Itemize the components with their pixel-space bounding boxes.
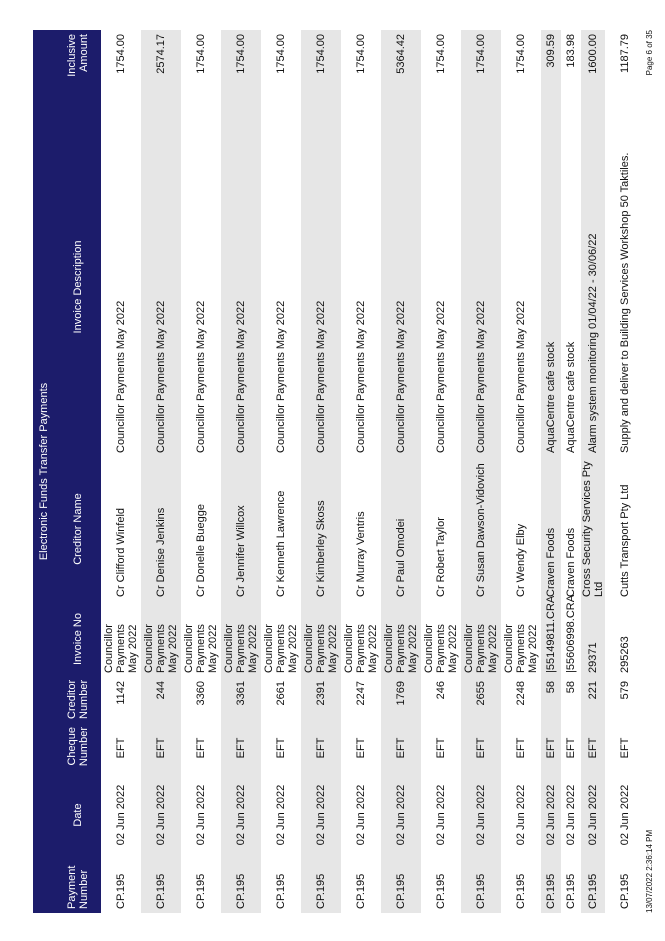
col-inclusive-amount: Inclusive Amount (55, 30, 101, 117)
inclusive-amount-cell: 1754.00 (275, 34, 287, 74)
cheque-number-cell: EFT (461, 723, 501, 773)
creditor-number-cell: 3361 (221, 677, 261, 723)
inclusive-amount-cell: 1187.79 (619, 34, 631, 73)
creditor-name-cell: Cr Clifford Winfeld (115, 507, 127, 597)
invoice-description-cell: Alarm system monitoring 01/04/22 - 30/06/22 (581, 117, 605, 457)
invoice-no-cell: Councillor Payments May 2022 (141, 601, 181, 677)
creditor-name-cell: Cr Donelle Buegge (195, 504, 207, 597)
creditor-number-cell: 2391 (301, 677, 341, 723)
payment-number-cell: CP.195 (435, 873, 447, 909)
table-row (541, 30, 561, 913)
creditor-number-cell: 244 (141, 677, 181, 723)
cheque-number-cell: EFT (515, 737, 527, 759)
invoice-description-cell: Councillor Payments May 2022 (381, 117, 421, 457)
cheque-number-cell: EFT (195, 737, 207, 759)
table-row (605, 30, 645, 913)
inclusive-amount-cell: 1600.00 (581, 30, 605, 117)
invoice-description-cell: Councillor Payments May 2022 (461, 117, 501, 457)
inclusive-amount-cell: 2574.17 (141, 30, 181, 117)
report-title: Electronic Funds Transfer Payments (33, 30, 55, 913)
date-cell: 02 Jun 2022 (461, 773, 501, 857)
creditor-name-cell: Craven Foods (565, 527, 577, 597)
table-row (581, 30, 605, 913)
date-cell: 02 Jun 2022 (115, 784, 127, 846)
creditor-name-cell: Cr Wendy Elby (515, 523, 527, 597)
cheque-number-cell: EFT (435, 737, 447, 759)
invoice-no-cell: |55149811.CRA (541, 601, 561, 677)
invoice-no-cell: Councillor Payments May 2022 (103, 624, 139, 673)
table-row (341, 30, 381, 913)
creditor-number-cell: 1769 (381, 677, 421, 723)
cheque-number-cell: EFT (619, 737, 631, 759)
print-timestamp: 13/07/2022 2:36:14 PM (645, 829, 654, 913)
date-cell: 02 Jun 2022 (355, 784, 367, 846)
date-cell: 02 Jun 2022 (275, 784, 287, 846)
cheque-number-cell: EFT (301, 723, 341, 773)
invoice-no-cell: Councillor Payments May 2022 (263, 624, 299, 673)
invoice-description-cell: Councillor Payments May 2022 (195, 300, 207, 453)
table-row (461, 30, 501, 913)
inclusive-amount-cell: 183.98 (565, 34, 577, 68)
invoice-no-cell: Councillor Payments May 2022 (343, 624, 379, 673)
table-row (501, 30, 541, 913)
date-cell: 02 Jun 2022 (221, 773, 261, 857)
creditor-name-cell: Cr Paul Omodei (381, 457, 421, 601)
table-row (301, 30, 341, 913)
invoice-description-cell: Councillor Payments May 2022 (515, 300, 527, 453)
invoice-no-cell: Councillor Payments May 2022 (221, 601, 261, 677)
invoice-no-cell: Councillor Payments May 2022 (183, 624, 219, 673)
invoice-description-cell: Councillor Payments May 2022 (435, 300, 447, 453)
creditor-name-cell: Cr Denise Jenkins (141, 457, 181, 601)
cheque-number-cell: EFT (581, 723, 605, 773)
col-invoice-description: Invoice Description (55, 117, 101, 457)
table-row (181, 30, 221, 913)
invoice-no-cell: Councillor Payments May 2022 (461, 601, 501, 677)
payment-number-cell: CP.195 (301, 857, 341, 913)
creditor-number-cell: 2247 (355, 681, 367, 706)
payment-number-cell: CP.195 (515, 873, 527, 909)
cheque-number-cell: EFT (381, 723, 421, 773)
cheque-number-cell: EFT (275, 737, 287, 759)
table-row (261, 30, 301, 913)
payment-number-cell: CP.195 (115, 873, 127, 909)
inclusive-amount-cell: 309.59 (541, 30, 561, 117)
date-cell: 02 Jun 2022 (141, 773, 181, 857)
invoice-no-cell: Councillor Payments May 2022 (381, 601, 421, 677)
col-payment-number: Payment Number (55, 857, 101, 913)
cheque-number-cell: EFT (355, 737, 367, 759)
date-cell: 02 Jun 2022 (195, 784, 207, 846)
payment-number-cell: CP.195 (581, 857, 605, 913)
invoice-no-cell: Councillor Payments May 2022 (503, 624, 539, 673)
creditor-name-cell: Craven Foods (541, 457, 561, 601)
cheque-number-cell: EFT (141, 723, 181, 773)
invoice-description-cell: Councillor Payments May 2022 (141, 117, 181, 457)
inclusive-amount-cell: 1754.00 (515, 34, 527, 74)
creditor-name-cell: Cr Kimberley Skoss (301, 457, 341, 601)
inclusive-amount-cell: 5364.42 (381, 30, 421, 117)
invoice-description-cell: Supply and deliver to Building Services Workshop 50 Taktiles. (619, 152, 631, 453)
cheque-number-cell: EFT (221, 723, 261, 773)
creditor-number-cell: 2655 (461, 677, 501, 723)
invoice-no-cell: 295263 (619, 636, 631, 673)
table-row (381, 30, 421, 913)
cheque-number-cell: EFT (565, 737, 577, 759)
table-row (141, 30, 181, 913)
invoice-description-cell: Councillor Payments May 2022 (301, 117, 341, 457)
invoice-description-cell: AquaCentre cafe stock (541, 117, 561, 457)
invoice-description-cell: AquaCentre cafe stock (565, 341, 577, 453)
payment-number-cell: CP.195 (141, 857, 181, 913)
invoice-description-cell: Councillor Payments May 2022 (115, 300, 127, 453)
creditor-name-cell: Cr Susan Dawson-Vidovich (461, 457, 501, 601)
creditor-name-cell: Cr Robert Taylor (435, 517, 447, 597)
creditor-number-cell: 579 (619, 681, 631, 700)
date-cell: 02 Jun 2022 (565, 784, 577, 846)
invoice-no-cell: Councillor Payments May 2022 (301, 601, 341, 677)
page-number: Page 6 of 35 (645, 30, 654, 76)
creditor-name-cell: Cutts Transport Pty Ltd (619, 484, 631, 597)
payments-table (55, 30, 645, 913)
inclusive-amount-cell: 1754.00 (301, 30, 341, 117)
inclusive-amount-cell: 1754.00 (355, 34, 367, 74)
date-cell: 02 Jun 2022 (515, 784, 527, 846)
date-cell: 02 Jun 2022 (381, 773, 421, 857)
cheque-number-cell: EFT (115, 737, 127, 759)
creditor-number-cell: 246 (435, 681, 447, 700)
col-date: Date (55, 773, 101, 857)
col-invoice-no: Invoice No (55, 601, 101, 677)
invoice-no-cell: Councillor Payments May 2022 (423, 624, 459, 673)
table-row (101, 30, 141, 913)
table-row (221, 30, 261, 913)
inclusive-amount-cell: 1754.00 (461, 30, 501, 117)
payment-number-cell: CP.195 (195, 873, 207, 909)
invoice-description-cell: Councillor Payments May 2022 (275, 300, 287, 453)
inclusive-amount-cell: 1754.00 (195, 34, 207, 74)
creditor-number-cell: 221 (581, 677, 605, 723)
inclusive-amount-cell: 1754.00 (435, 34, 447, 74)
creditor-number-cell: 2248 (515, 681, 527, 706)
table-header-row (55, 30, 101, 913)
payment-number-cell: CP.195 (355, 873, 367, 909)
creditor-number-cell: 1142 (115, 681, 127, 705)
col-creditor-name: Creditor Name (55, 457, 101, 601)
creditor-number-cell: 58 (541, 677, 561, 723)
inclusive-amount-cell: 1754.00 (115, 34, 127, 74)
creditor-name-cell: Cr Kenneth Lawrence (275, 490, 287, 597)
invoice-description-cell: Councillor Payments May 2022 (355, 300, 367, 453)
payment-number-cell: CP.195 (461, 857, 501, 913)
cheque-number-cell: EFT (541, 723, 561, 773)
date-cell: 02 Jun 2022 (581, 773, 605, 857)
payment-number-cell: CP.195 (541, 857, 561, 913)
creditor-number-cell: 58 (565, 681, 577, 694)
invoice-description-cell: Councillor Payments May 2022 (221, 117, 261, 457)
col-creditor-number: Creditor Number (55, 677, 101, 723)
payment-number-cell: CP.195 (221, 857, 261, 913)
table-row (421, 30, 461, 913)
payment-number-cell: CP.195 (275, 873, 287, 909)
col-cheque-number: Cheque Number (55, 723, 101, 773)
creditor-name-cell: Cross Security Services Pty Ltd (581, 457, 605, 601)
payment-number-cell: CP.195 (381, 857, 421, 913)
table-row (561, 30, 581, 913)
date-cell: 02 Jun 2022 (619, 784, 631, 846)
invoice-no-cell: 29371 (581, 601, 605, 677)
date-cell: 02 Jun 2022 (301, 773, 341, 857)
payment-number-cell: CP.195 (565, 873, 577, 909)
creditor-number-cell: 2661 (275, 681, 287, 706)
date-cell: 02 Jun 2022 (541, 773, 561, 857)
creditor-name-cell: Cr Jennifer Willcox (221, 457, 261, 601)
creditor-name-cell: Cr Murray Ventris (355, 511, 367, 597)
date-cell: 02 Jun 2022 (435, 784, 447, 846)
invoice-no-cell: |55606998.CRA (565, 594, 577, 673)
payment-number-cell: CP.195 (619, 873, 631, 909)
inclusive-amount-cell: 1754.00 (221, 30, 261, 117)
creditor-number-cell: 3360 (195, 681, 207, 706)
